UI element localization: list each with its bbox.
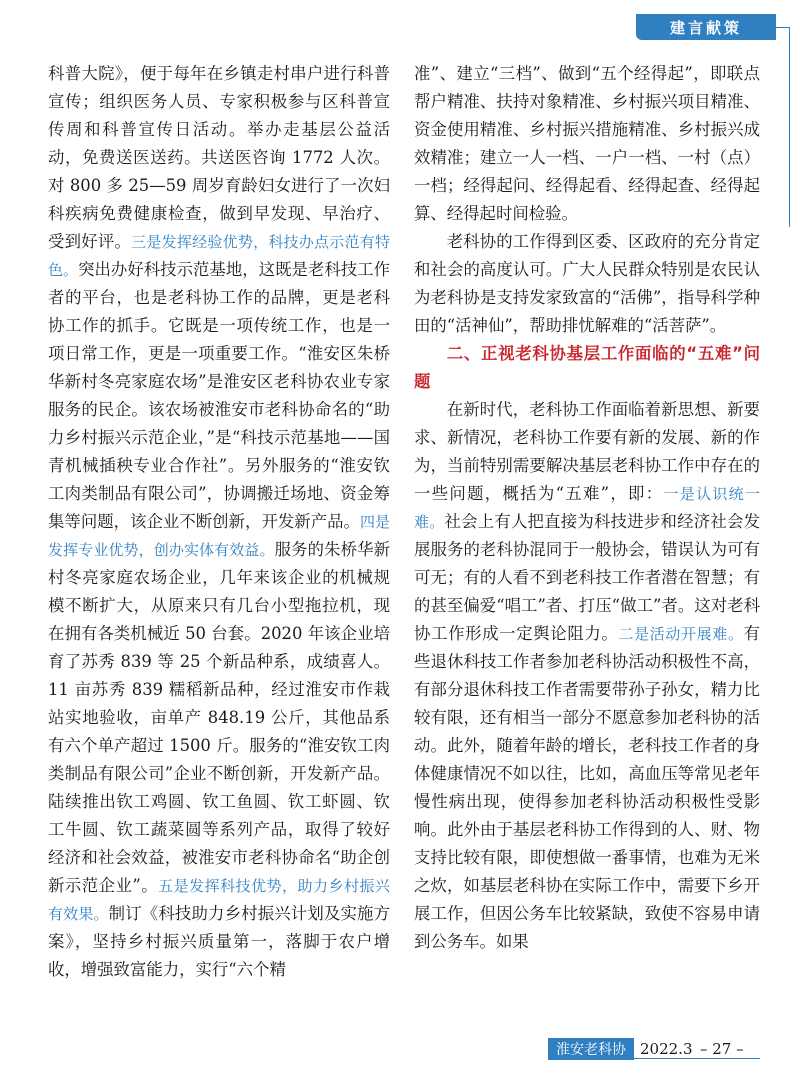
body-text: 突出办好科技示范基地，这既是老科技工作者的平台，也是老科协工作的品牌，更是老科协工作的抓手。它既是一项传统工作，也是一项日常工作，更是一项重要工作。“淮安区朱桥华新村冬亮家庭农场”是淮安区老科协农业专家服务的民企。该农场被淮安市老科协命名的“助力乡村振兴示范企业，”是“科技示范基地——国青机械插秧专业合作社”。另外服务的“淮安钦工肉类制品有限公司”，协调搬迁场地、资金筹集等问题，该企业不断创新，开发新产品。 [48, 260, 390, 531]
body-text: 在新时代，老科协工作面临着新思想、新要求、新情况，老科协工作要有新的发展、新的作为，当前特别需要解决基层老科协工作中存在的一些问题，概括为“五难”，即： [414, 400, 760, 503]
body-text: 科普大院》，便于每年在乡镇走村串户进行科普宣传；组织医务人员、专家积极参与区科普宣传周和科普宣传日活动。举办走基层公益活动，免费送医送药。共送医咨询 1772 人次。对 800 多 25—59 周岁育龄妇女进行了一次妇科疾病免费健康检查，做到早发现、早治疗、受到好评。 [48, 64, 390, 251]
page-number: – 27 – [700, 1040, 744, 1058]
right-column [414, 60, 760, 956]
issue-number: 2022.3 [640, 1040, 693, 1058]
highlight-phrase: 五是发挥科技优势，助力乡村振兴有效果。 [48, 877, 390, 923]
highlight-phrase: 一是认识统一难。 [414, 485, 760, 531]
right-paragraph-3 [414, 396, 760, 956]
highlight-phrase: 四是发挥专业优势，创办实体有效益。 [48, 513, 390, 559]
header-rule [776, 27, 790, 28]
right-paragraph-1: 准”、建立“三档”、做到“五个经得起”，即联点帮户精准、扶持对象精准、乡村振兴项目精准、资金使用精准、乡村振兴措施精准、乡村振兴成效精准；建立一人一档、一户一档、一村（点）一档；经得起问、经得起看、经得起查、经得起算、经得起时间检验。 [414, 64, 760, 223]
body-text: 有些退休科技工作者参加老科协活动积极性不高，有部分退休科技工作者需要带孙子孙女，精力比较有限，还有相当一部分不愿意参加老科协的活动。此外，随着年龄的增长，老科技工作者的身体健康情况不如以往，比如，高血压等常见老年慢性病出现，使得参加老科协活动积极性受影响。此外由于基层老科协工作得到的人、财、物支持比较有限，即使想做一番事情，也难为无米之炊，如基层老科协在实际工作中，需要下乡开展工作，但因公务车比较紧缺，致使不容易申请到公务车。如果 [414, 624, 760, 951]
header-vertical-rule [789, 27, 790, 227]
left-column [48, 60, 390, 984]
right-paragraph-2: 老科协的工作得到区委、区政府的充分肯定和社会的高度认可。广大人民群众特别是农民认为老科协是支持发家致富的“活佛”，指导科学种田的“活神仙”，帮助排忧解难的“活菩萨”。 [414, 232, 760, 335]
publication-name: 淮安老科协 [548, 1038, 634, 1060]
section-tab: 建言献策 [636, 14, 776, 40]
highlight-phrase: 二是活动开展难。 [618, 625, 744, 643]
section-heading: 二、正视老科协基层工作面临的“五难”问题 [414, 344, 760, 391]
body-text: 服务的朱桥华新村冬亮家庭农场企业，几年来该企业的机械规模不断扩大，从原来只有几台小型拖拉机，现在拥有各类机械近 50 台套。2020 年该企业培育了苏秀 839 等 25 个新品种系，成绩喜人。11 亩苏秀 839 糯稻新品种，经过淮安市作栽站实地验收，亩单产 848.19 公斤，其他品系有六个单产超过 1500 斤。服务的“淮安钦工肉类制品有限公司”企业不断创新，开发新产品。陆续推出钦工鸡圆、钦工鱼圆、钦工虾圆、钦工牛圆、钦工蔬菜圆等系列产品，取得了较好经济和社会效益，被淮安市老科协命名“助企创新示范企业”。 [48, 540, 390, 895]
body-text: 制订《科技助力乡村振兴计划及实施方案》，坚持乡村振兴质量第一，落脚于农户增收，增强致富能力，实行“六个精 [48, 904, 390, 979]
highlight-phrase: 三是发挥经验优势，科技办点示范有特色。 [48, 233, 390, 279]
body-text: 社会上有人把直接为科技进步和经济社会发展服务的老科协混同于一般协会，错误认为可有可无；有的人看不到老科技工作者潜在智慧；有的甚至偏爱“唱工”者、打压“做工”者。这对老科协工作形成一定舆论阻力。 [414, 512, 760, 643]
footer [548, 1038, 693, 1060]
left-paragraph-1 [48, 60, 390, 984]
footer-rule [548, 1058, 760, 1059]
